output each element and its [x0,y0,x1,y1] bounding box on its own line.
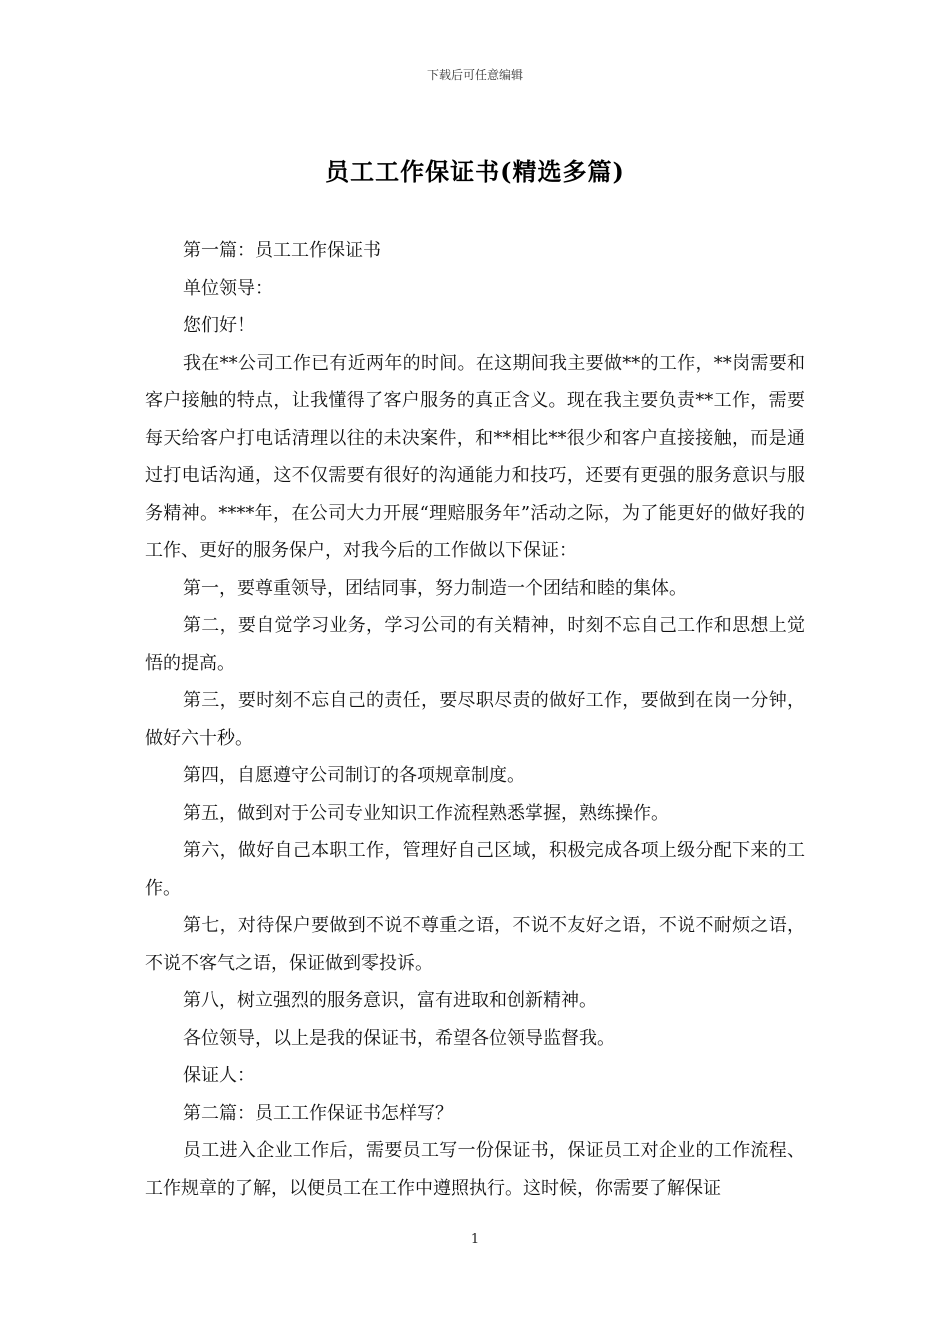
pledge-item-3: 第三，要时刻不忘自己的责任，要尽职尽责的做好工作，要做到在岗一分钟，做好六十秒。 [145,690,805,749]
pledge-item-2: 第二，要自觉学习业务，学习公司的有关精神，时刻不忘自己工作和思想上觉悟的提高。 [145,615,805,674]
pledge-item-8: 第八，树立强烈的服务意识，富有进取和创新精神。 [183,990,597,1011]
greeting: 您们好！ [183,315,255,336]
header-note: 下载后可任意编辑 [426,68,523,82]
pledge-item-6: 第六，做好自己本职工作，管理好自己区域，积极完成各项上级分配下来的工作。 [145,840,805,899]
salutation: 单位领导： [183,277,273,299]
section-heading-1: 第一篇：员工工作保证书 [183,240,381,261]
pledge-item-1: 第一，要尊重领导，团结同事，努力制造一个团结和睦的集体。 [183,577,687,599]
pledge-item-5: 第五，做到对于公司专业知识工作流程熟悉掌握，熟练操作。 [183,802,669,824]
section-heading-2: 第二篇：员工工作保证书怎样写？ [183,1102,453,1124]
document-title: 员工工作保证书(精选多篇) [325,157,625,186]
closing-paragraph: 各位领导，以上是我的保证书，希望各位领导监督我。 [183,1027,615,1049]
pledge-item-7: 第七，对待保户要做到不说不尊重之语，不说不友好之语，不说不耐烦之语，不说不客气之语，保证做到零投诉。 [145,915,805,974]
section-2-paragraph: 员工进入企业工作后，需要员工写一份保证书，保证员工对企业的工作流程、工作规章的了解，以便员工在工作中遵照执行。这时候，你需要了解保证 [145,1140,805,1199]
pledge-item-4: 第四，自愿遵守公司制订的各项规章制度。 [183,765,525,786]
page-number: 1 [470,1232,480,1247]
intro-paragraph: 我在**公司工作已有近两年的时间。在这期间我主要做**的工作，**岗需要和客户接触的特点，让我懂得了客户服务的真正含义。现在我主要负责**工作，需要每天给客户打电话清理以往的未决案件，和**相比**很少和客户直接接触，而是通过打电话沟通，这不仅需要有很好的沟通能力和技巧，还要有更强的服务意识与服务精神。****年，在公司大力开展“理赔服务年”活动之际，为了能更好的做好我的工作、更好的服务保户，对我今后的工作做以下保证： [145,352,805,561]
signature-line: 保证人： [183,1065,255,1086]
document-body [145,232,805,1207]
